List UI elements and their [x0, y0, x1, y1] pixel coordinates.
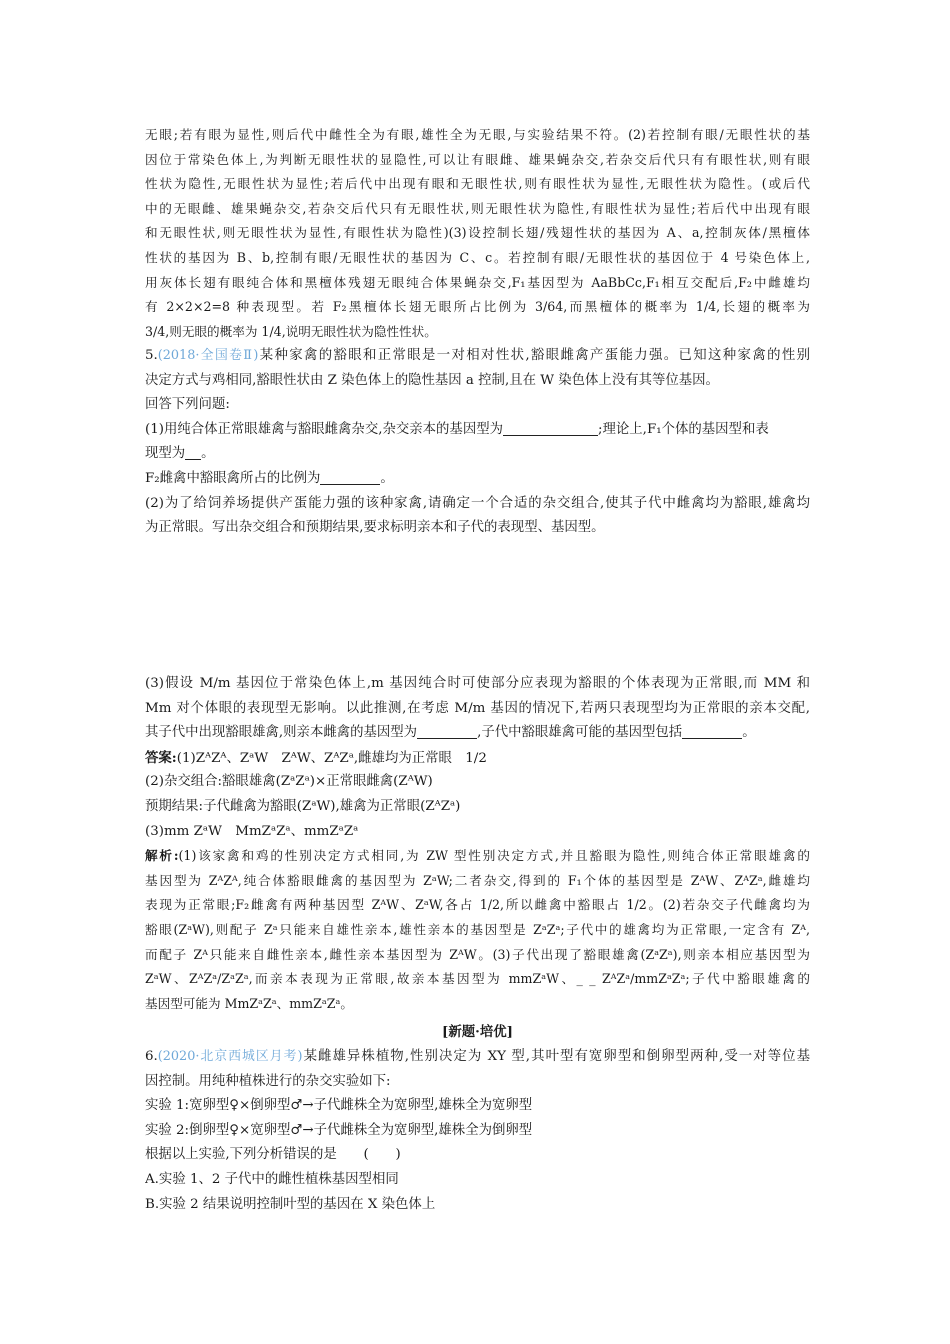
answer-blank[interactable] [503, 420, 598, 436]
sub-question-3 [145, 721, 810, 746]
question-number: 6. [145, 1049, 158, 1064]
answer-blank[interactable] [320, 469, 380, 485]
question-6-stem [145, 1045, 810, 1070]
experiment-2: 实验 2:倒卵型♀×宽卵型♂→子代雌株全为宽卵型,雄株全为倒卵型 [145, 1122, 533, 1138]
sub-question-2: (2)为了给饲养场提供产蛋能力强的该种家禽,请确定一个合适的杂交组合,使其子代中雌禽均为豁眼,雄禽均 [145, 495, 810, 511]
analysis-line: 3/4,则无眼的概率为 1/4,说明无眼性状为隐性性状。 [145, 323, 437, 339]
question-6 [145, 1045, 810, 1217]
analysis-label: 解析: [145, 848, 179, 864]
question-text: 某种家禽的豁眼和正常眼是一对相对性状,豁眼雌禽产蛋能力强。已知这种家禽的性别 [258, 348, 810, 363]
analysis-text: (1)该家禽和鸡的性别决定方式相同,为 ZW 型性别决定方式,并且豁眼为隐性,则纯合体正常眼雄禽的 [178, 848, 810, 864]
answer-blank[interactable] [185, 444, 201, 460]
question-text: 决定方式与鸡相同,豁眼性状由 Z 染色体上的隐性基因 a 控制,且在 W 染色体上没有其等位基因。 [145, 372, 719, 388]
question-source: (2018·全国卷Ⅱ) [157, 348, 259, 363]
sub-question-1-cont [145, 442, 810, 467]
analysis-line: 无眼;若有眼为显性,则后代中雌性全为有眼,雄性全为无眼,与实验结果不符。(2)若控制有眼/无眼性状的基 [145, 127, 810, 142]
sub-question-1 [145, 418, 810, 443]
analysis-line: 因位于常染色体上,为判断无眼性状的显隐性,可以让有眼雌、雄果蝇杂交,若杂交后代只有有眼性状,则有眼 [145, 151, 810, 167]
question-5 [145, 344, 810, 541]
analysis [145, 844, 810, 869]
analysis-line: 而配子 Zᴬ只能来自雌性亲本,雌性亲本基因型为 ZᴬW。(3)子代出现了豁眼雄禽(ZᵃZᵃ),则亲本相应基因型为 [145, 946, 810, 962]
answer [145, 746, 810, 771]
analysis-line: 性状的基因为 B、b,控制有眼/无眼性状的基因为 C、c。若控制有眼/无眼性状的基因位于 4 号染色体上, [145, 249, 810, 265]
question-text: 因控制。用纯种植株进行的杂交实验如下: [145, 1073, 391, 1089]
answer-blank[interactable] [417, 723, 477, 739]
analysis-line: 和无眼性状,则无眼性状为显性,有眼性状为隐性)(3)设控制长翅/残翅性状的基因为 A、a,控制灰体/黑檀体 [145, 225, 810, 241]
sub-question-text: 。 [380, 470, 394, 486]
answer-text: (2)杂交组合:豁眼雄禽(ZᵃZᵃ)×正常眼雌禽(ZᴬW) [145, 774, 433, 790]
question-number: 5. [145, 348, 158, 363]
sub-question-3: Mm 对个体眼的表现型无影响。以此推测,在考虑 M/m 基因的情况下,若两只表现型均为正常眼的亲本交配, [145, 700, 810, 716]
answer-label: 答案: [145, 749, 177, 766]
analysis-line: 有 2×2×2=8 种表现型。若 F₂黑檀体长翅无眼所占比例为 3/64,而黑檀体的概率为 1/4,长翅的概率为 [145, 299, 810, 315]
sub-question-text: 。 [201, 446, 215, 462]
analysis-line: 用灰体长翅有眼纯合体和黑檀体残翅无眼纯合体果蝇杂交,F₁基因型为 AaBbCc,F₁相互交配后,F₂中雌雄均 [145, 274, 810, 290]
sub-question-2: 为正常眼。写出杂交组合和预期结果,要求标明亲本和子代的表现型、基因型。 [145, 520, 605, 536]
sub-question-text: 。 [742, 725, 756, 741]
answer-text: 预期结果:子代雌禽为豁眼(ZᵃW),雄禽为正常眼(ZᴬZᵃ) [145, 798, 461, 814]
question-5-stem [145, 344, 810, 369]
analysis-line: 基因型为 ZᴬZᴬ,纯合体豁眼雌禽的基因型为 ZᵃW;二者杂交,得到的 F₁个体的基因型是 ZᴬW、ZᴬZᵃ,雌雄均 [145, 872, 810, 888]
analysis-line: 中的无眼雌、雄果蝇杂交,若杂交后代只有无眼性状,则无眼性状为隐性,有眼性状为显性;若后代中出现有眼 [145, 200, 810, 216]
sub-question-text: F₂雌禽中豁眼禽所占的比例为 [145, 470, 321, 486]
option-a[interactable]: A.实验 1、2 子代中的雌性植株基因型相同 [145, 1171, 399, 1187]
sub-question-text: (1)用纯合体正常眼雄禽与豁眼雌禽杂交,杂交亲本的基因型为 [145, 421, 503, 437]
question-source: (2020·北京西城区月考) [157, 1049, 303, 1064]
sub-question-1-cont [145, 467, 810, 492]
section-title: [新题·培优] [442, 1024, 513, 1040]
experiment-1: 实验 1:宽卵型♀×倒卵型♂→子代雌株全为宽卵型,雄株全为宽卵型 [145, 1098, 533, 1114]
question-5-part-3 [145, 672, 810, 1016]
question-prompt: 回答下列问题: [145, 397, 230, 413]
option-b[interactable]: B.实验 2 结果说明控制叶型的基因在 X 染色体上 [145, 1196, 436, 1212]
answer-text: (3)mm ZᵃW MmZᵃZᵃ、mmZᵃZᵃ [145, 823, 359, 839]
answer-blank[interactable] [682, 723, 742, 739]
previous-analysis [145, 123, 810, 344]
section-heading [145, 1020, 810, 1045]
sub-question-3: (3)假设 M/m 基因位于常染色体上,m 基因纯合时可使部分应表现为豁眼的个体表现为正常眼,而 MM 和 [145, 676, 810, 691]
sub-question-text: 现型为 [145, 446, 186, 462]
question-text: 某雌雄异株植物,性别决定为 XY 型,其叶型有宽卵型和倒卵型两种,受一对等位基 [302, 1049, 810, 1064]
answer-text: (1)ZᴬZᴬ、ZᵃW ZᴬW、ZᴬZᵃ,雌雄均为正常眼 1/2 [176, 750, 487, 766]
analysis-line: ZᵃW、ZᴬZᵃ/ZᵃZᵃ,而亲本表现为正常眼,故亲本基因型为 mmZᵃW、_ _ ZᴬZᵃ/mmZᵃZᵃ;子代中豁眼雄禽的 [145, 971, 810, 987]
analysis-line: 豁眼(ZᵃW),则配子 Zᵃ只能来自雄性亲本,雄性亲本的基因型是 ZᵃZᵃ;子代中的雄禽均为正常眼,一定含有 Zᴬ, [145, 921, 810, 937]
sub-question-text: ;理论上,F₁个体的基因型和表 [598, 421, 769, 437]
analysis-line: 性状为隐性,无眼性状为显性;若后代中出现有眼和无眼性状,则有眼性状为显性,无眼性状为隐性。(或后代 [145, 176, 810, 192]
sub-question-text: 其子代中出现豁眼雄禽,则亲本雌禽的基因型为 [145, 725, 418, 741]
question-prompt: 根据以上实验,下列分析错误的是 ( ) [145, 1147, 401, 1163]
sub-question-text: ,子代中豁眼雄禽可能的基因型包括 [477, 725, 683, 741]
analysis-line: 基因型可能为 MmZᵃZᵃ、mmZᵃZᵃ。 [145, 995, 353, 1011]
analysis-line: 表现为正常眼;F₂雌禽有两种基因型 ZᴬW、ZᵃW,各占 1/2,所以雌禽中豁眼占 1/2。(2)若杂交子代雌禽均为 [145, 897, 810, 913]
